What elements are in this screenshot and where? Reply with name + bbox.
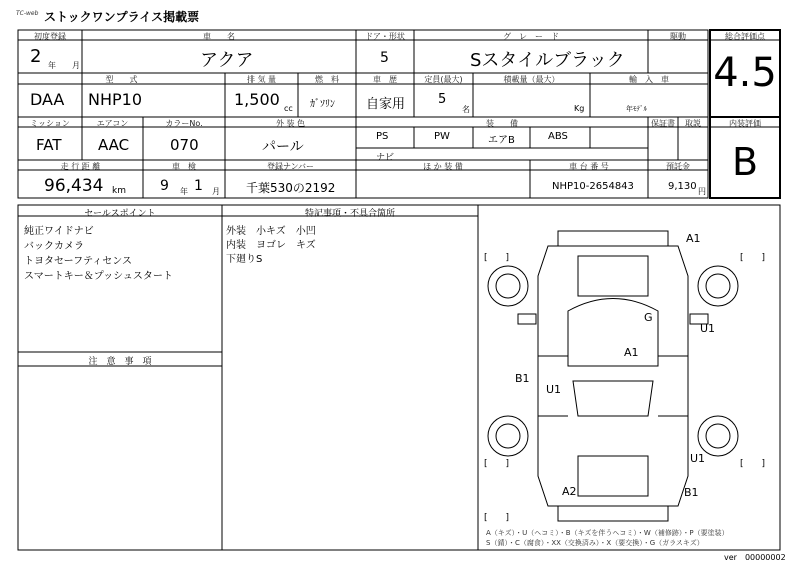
mark-a1-mid: A1	[624, 346, 639, 359]
label-interior-rating: 内装評価	[729, 119, 761, 128]
equip-pw: PW	[434, 131, 450, 142]
equip-ps: PS	[376, 131, 389, 142]
note-line-2: 内装 ヨゴレ キズ	[226, 240, 316, 251]
inspection-year-unit: 年	[180, 187, 188, 196]
equip-navi: ナビ	[376, 153, 395, 163]
cc-unit: cc	[284, 104, 293, 113]
page-title: ストックワンプライス掲載票	[44, 10, 200, 24]
label-car-name: 車 名	[203, 32, 235, 41]
label-equipment: 装 備	[486, 119, 518, 128]
car-name-value: アクア	[200, 50, 254, 71]
label-chassis: 車 台 番 号	[569, 162, 609, 171]
mark-a2: A2	[562, 485, 577, 498]
label-deposit: 預託金	[666, 162, 690, 171]
label-total-rating: 総合評価点	[725, 32, 765, 41]
grade-value: Sスタイルブラック	[470, 50, 625, 71]
mark-u1-left: U1	[546, 383, 562, 396]
sales-points-head: セールスポイント	[84, 209, 156, 219]
deposit-value: 9,130	[668, 181, 697, 192]
inspection-month-unit: 月	[212, 187, 220, 196]
mission-value: FAT	[36, 136, 62, 154]
mark-u1-bottom: U1	[690, 452, 706, 465]
mark-b1-left: B1	[515, 372, 530, 385]
bracket-5: [ ]	[484, 513, 510, 523]
label-color-no: カラーNo.	[165, 119, 203, 128]
label-manual: 取説	[685, 119, 701, 128]
caution-head: 注 意 事 項	[88, 357, 152, 367]
year-unit: 年	[48, 61, 56, 70]
mileage-value: 96,434	[44, 176, 104, 196]
label-mileage: 走 行 距 離	[60, 162, 101, 171]
model-value: NHP10	[88, 90, 143, 109]
label-import: 輸 入 車	[629, 75, 669, 84]
inspection-month: 1	[194, 178, 203, 194]
paint-value: パール	[262, 139, 304, 155]
yen-unit: 円	[698, 187, 706, 196]
version-text: ver 00000002	[724, 553, 786, 562]
door-value: 5	[380, 50, 389, 66]
label-warranty: 保証書	[651, 119, 675, 128]
fuel-value: ｶﾞｿﾘﾝ	[310, 99, 335, 110]
model-prefix: DAA	[30, 90, 65, 109]
capacity-value: 5	[438, 92, 447, 107]
label-mission: ミッション	[30, 119, 70, 128]
notes-head: 特記事項・不具合箇所	[304, 209, 395, 219]
interior-rating: B	[731, 140, 759, 184]
note-line-3: 下廻りS	[226, 254, 263, 265]
label-aircon: エアコン	[96, 119, 129, 128]
label-grade: グ レ ー ド	[503, 32, 559, 41]
label-first-reg: 初度登録	[34, 32, 66, 41]
sales-point-2: バックカメラ	[24, 241, 84, 252]
legend-line-1: A（キズ）・U（ヘコミ）・B（キズを伴うヘコミ）・W（補修跡）・P（要塗装）	[486, 529, 729, 537]
label-fuel: 燃 料	[315, 75, 339, 84]
sales-point-4: スマートキー＆プッシュスタート	[24, 271, 173, 282]
bracket-1: [ ]	[484, 253, 510, 263]
label-other-equip: ほ か 装 備	[423, 162, 463, 171]
mark-u1-right: U1	[700, 322, 716, 335]
sales-point-3: トヨタセーフティセンス	[24, 256, 132, 267]
label-drive: 駆動	[670, 32, 686, 41]
capacity-unit: 名	[462, 105, 470, 114]
mark-a1-top: A1	[686, 232, 701, 245]
bracket-4: [ ]	[740, 459, 766, 469]
label-load: 積載量（最大）	[503, 75, 560, 84]
legend-line-2: S（錆）・C（腐食）・XX（交換済み）・X（要交換）・G（ガラスキズ）	[486, 539, 704, 547]
label-displacement: 排 気 量	[246, 75, 277, 84]
month-unit: 月	[72, 61, 80, 70]
label-inspection: 車 検	[172, 162, 196, 171]
plate-value: 千葉530の2192	[246, 181, 336, 195]
total-rating: 4.5	[713, 50, 777, 96]
km-unit: km	[112, 186, 126, 196]
mark-b1-bottom: B1	[684, 486, 699, 499]
label-capacity: 定員(最大)	[424, 75, 463, 84]
label-history: 車 歴	[373, 75, 397, 84]
displacement-value: 1,500	[234, 90, 280, 109]
bracket-3: [ ]	[484, 459, 510, 469]
equip-abs: ABS	[548, 131, 568, 142]
note-line-1: 外装 小キズ 小凹	[226, 226, 316, 237]
bracket-2: [ ]	[740, 253, 766, 263]
label-plate: 登録ナンバー	[266, 162, 315, 171]
sales-point-1: 純正ワイドナビ	[24, 226, 94, 237]
aircon-value: AAC	[98, 136, 130, 154]
label-model: 型 式	[105, 75, 138, 84]
equip-airbag: エアB	[488, 135, 515, 146]
label-door: ドア・形状	[365, 32, 405, 41]
logo: TC-web	[16, 10, 39, 17]
color-no-value: 070	[170, 136, 199, 154]
history-value: 自家用	[366, 97, 406, 112]
load-unit: Kg	[574, 104, 585, 113]
year-model-label: 年ﾓﾃﾞﾙ	[626, 105, 647, 113]
first-reg-year: 2	[30, 46, 42, 67]
chassis-value: NHP10-2654843	[552, 181, 634, 192]
inspection-year: 9	[160, 178, 169, 194]
label-paint: 外 装 色	[275, 119, 306, 128]
mark-g: G	[644, 311, 653, 324]
